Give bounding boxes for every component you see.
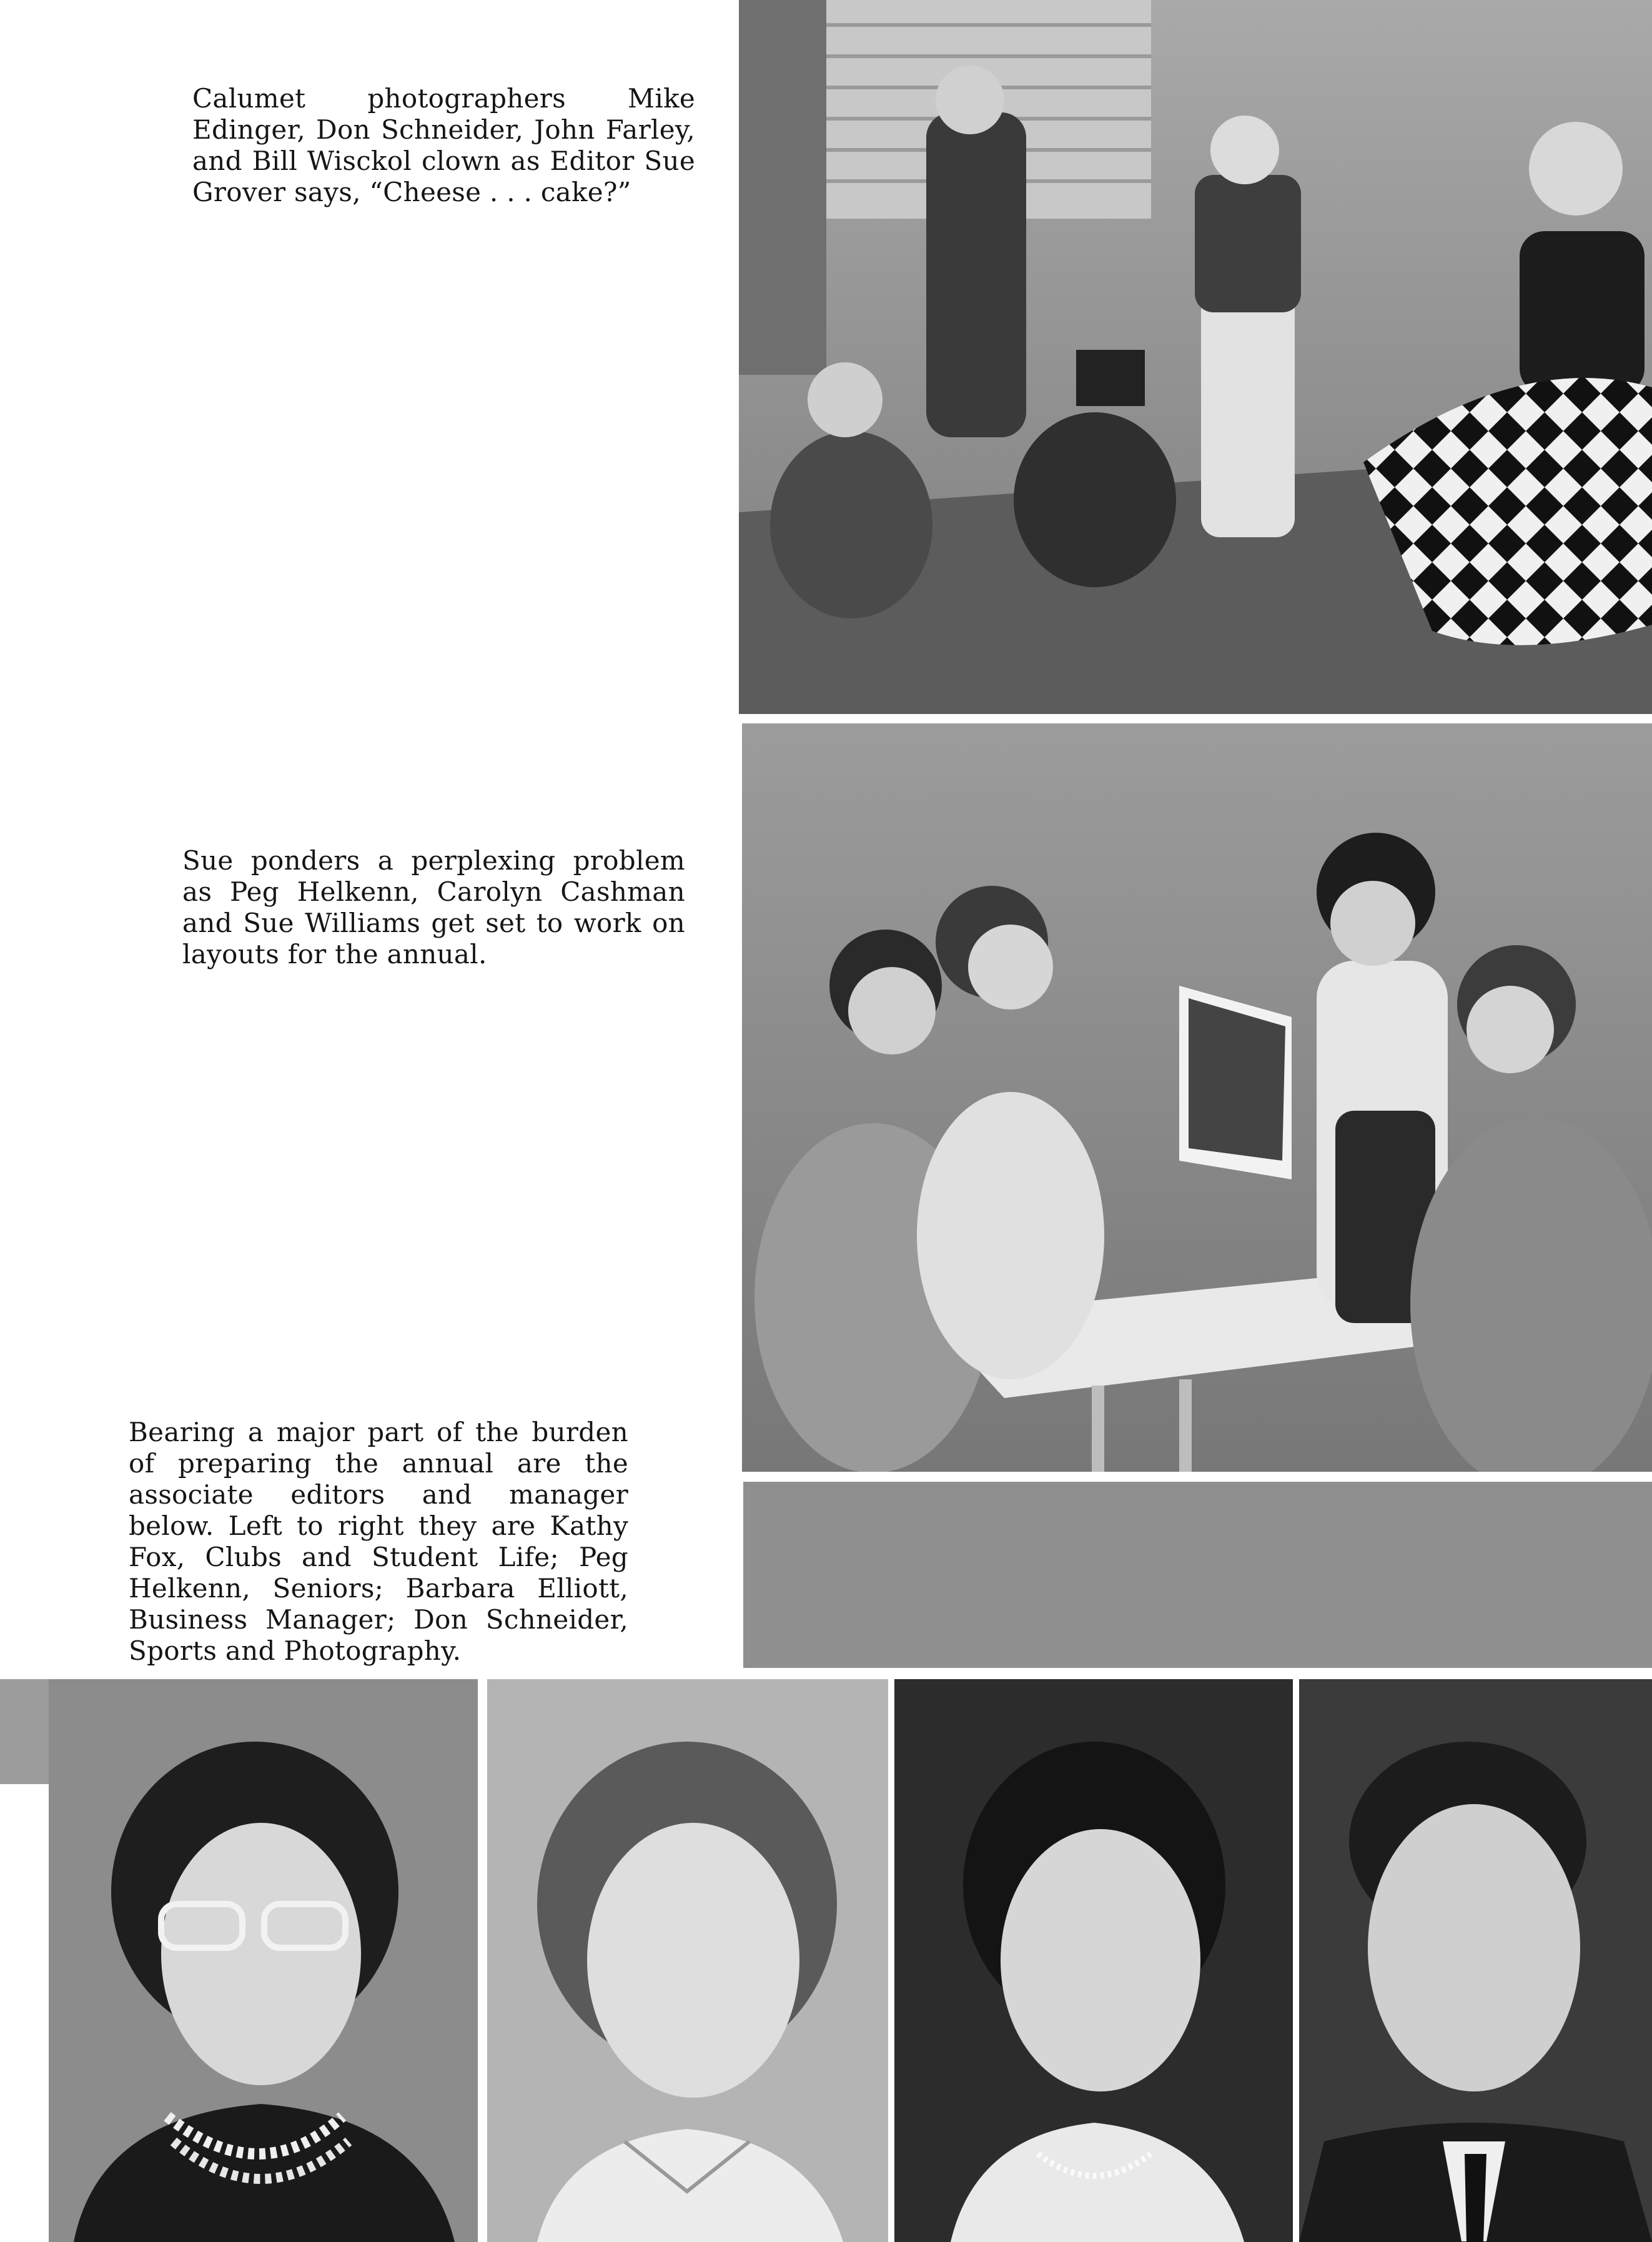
caption-layouts: Sue ponders a perplexing problem as Peg Helkenn, Carolyn Cashman and Sue Williams get set to work on layouts for the annual. bbox=[182, 845, 685, 970]
portrait-barbara-elliott bbox=[894, 1679, 1293, 2242]
caption-photographers: Calumet photographers Mike Edinger, Don Schneider, John Farley, and Bill Wisckol clown as Editor Sue Grover says, “Cheese . . . cake?” bbox=[192, 83, 695, 207]
caption-associate-editors: Bearing a major part of the burden of preparing the annual are the associate editors and manager below. Left to right they are Kathy Fox, Clubs and Student Life; Peg Helkenn, Seniors; Barbara Elliott, Business Manager; Don Schneider, Sports and Photography. bbox=[129, 1417, 628, 1666]
photo-layout-table bbox=[742, 723, 1652, 1472]
page-edge-tab bbox=[0, 1679, 51, 1784]
photo-photographers-group bbox=[739, 0, 1652, 714]
portrait-peg-helkenn bbox=[487, 1679, 888, 2242]
gray-photo-panel bbox=[743, 1482, 1652, 1668]
portrait-kathy-fox bbox=[49, 1679, 478, 2242]
portrait-don-schneider bbox=[1299, 1679, 1652, 2242]
